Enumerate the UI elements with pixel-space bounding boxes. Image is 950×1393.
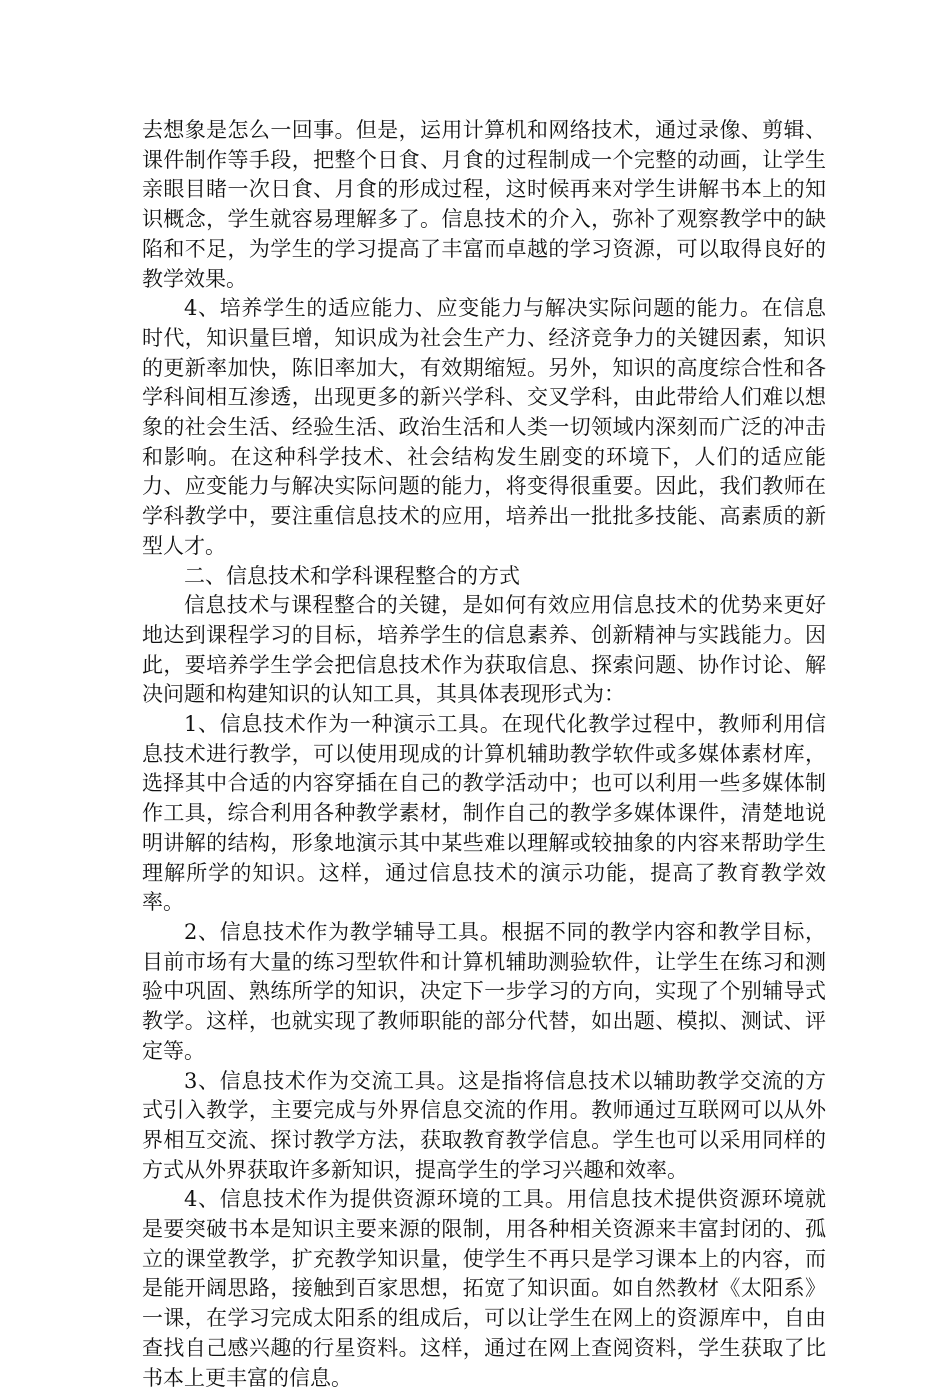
paragraph-observation-effect: 去想象是怎么一回事。但是，运用计算机和网络技术，通过录像、剪辑、课件制作等手段，把整个日食、月食的过程制成一个完整的动画，让学生亲眼目睹一次日食、月食的形成过程，这时候再来对学生讲解书本上的知识概念，学生就容易理解多了。信息技术的介入，弥补了观察教学中的缺陷和不足，为学生的学习提高了丰富而卓越的学习资源，可以取得良好的教学效果。 (142, 118, 826, 291)
paragraph-method-1-demo-tool: 1、信息技术作为一种演示工具。在现代化教学过程中，教师利用信息技术进行教学，可以使用现成的计算机辅助教学软件或多媒体素材库，选择其中合适的内容穿插在自己的教学活动中；也可以利用一些多媒体制作工具，综合利用各种教学素材，制作自己的教学多媒体课件，清楚地说明讲解的结构，形象地演示其中某些难以理解或较抽象的内容来帮助学生理解所学的知识。这样，通过信息技术的演示功能，提高了教育教学效率。 (142, 712, 826, 915)
paragraph-point-4-adaptability: 4、培养学生的适应能力、应变能力与解决实际问题的能力。在信息时代，知识量巨增，知识成为社会生产力、经济竞争力的关键因素，知识的更新率加快，陈旧率加大，有效期缩短。另外，知识的高度综合性和各学科间相互渗透，出现更多的新兴学科、交叉学科，由此带给人们难以想象的社会生活、经验生活、政治生活和人类一切领域内深刻而广泛的冲击和影响。在这种科学技术、社会结构发生剧变的环境下，人们的适应能力、应变能力与解决实际问题的能力，将变得很重要。因此，我们教师在学科教学中，要注重信息技术的应用，培养出一批批多技能、高素质的新型人才。 (142, 296, 826, 558)
paragraph-integration-key: 信息技术与课程整合的关键，是如何有效应用信息技术的优势来更好地达到课程学习的目标，培养学生的信息素养、创新精神与实践能力。因此，要培养学生学会把信息技术作为获取信息、探索问题、协作讨论、解决问题和构建知识的认知工具，其具体表现形式为： (142, 593, 826, 707)
section-heading-integration-methods: 二、信息技术和学科课程整合的方式 (184, 563, 520, 588)
document-page (142, 116, 826, 1393)
paragraph-method-3-communication-tool: 3、信息技术作为交流工具。这是指将信息技术以辅助教学交流的方式引入教学，主要完成与外界信息交流的作用。教师通过互联网可以从外界相互交流、探讨教学方法，获取教育教学信息。学生也可以采用同样的方式从外界获取许多新知识，提高学生的学习兴趣和效率。 (142, 1068, 826, 1182)
paragraph-method-2-tutoring-tool: 2、信息技术作为教学辅导工具。根据不同的教学内容和教学目标，目前市场有大量的练习型软件和计算机辅助测验软件，让学生在练习和测验中巩固、熟练所学的知识，决定下一步学习的方向，实现了个别辅导式教学。这样，也就实现了教师职能的部分代替，如出题、模拟、测试、评定等。 (142, 919, 826, 1063)
paragraph-method-4-resource-tool: 4、信息技术作为提供资源环境的工具。用信息技术提供资源环境就是要突破书本是知识主要来源的限制，用各种相关资源来丰富封闭的、孤立的课堂教学，扩充教学知识量，使学生不再只是学习课本上的内容，而是能开阔思路，接触到百家思想，拓宽了知识面。如自然教材《太阳系》一课，在学习完成太阳系的组成后，可以让学生在网上的资源库中，自由查找自己感兴趣的行星资料。这样，通过在网上查阅资料，学生获取了比书本上更丰富的信息。 (142, 1187, 826, 1390)
